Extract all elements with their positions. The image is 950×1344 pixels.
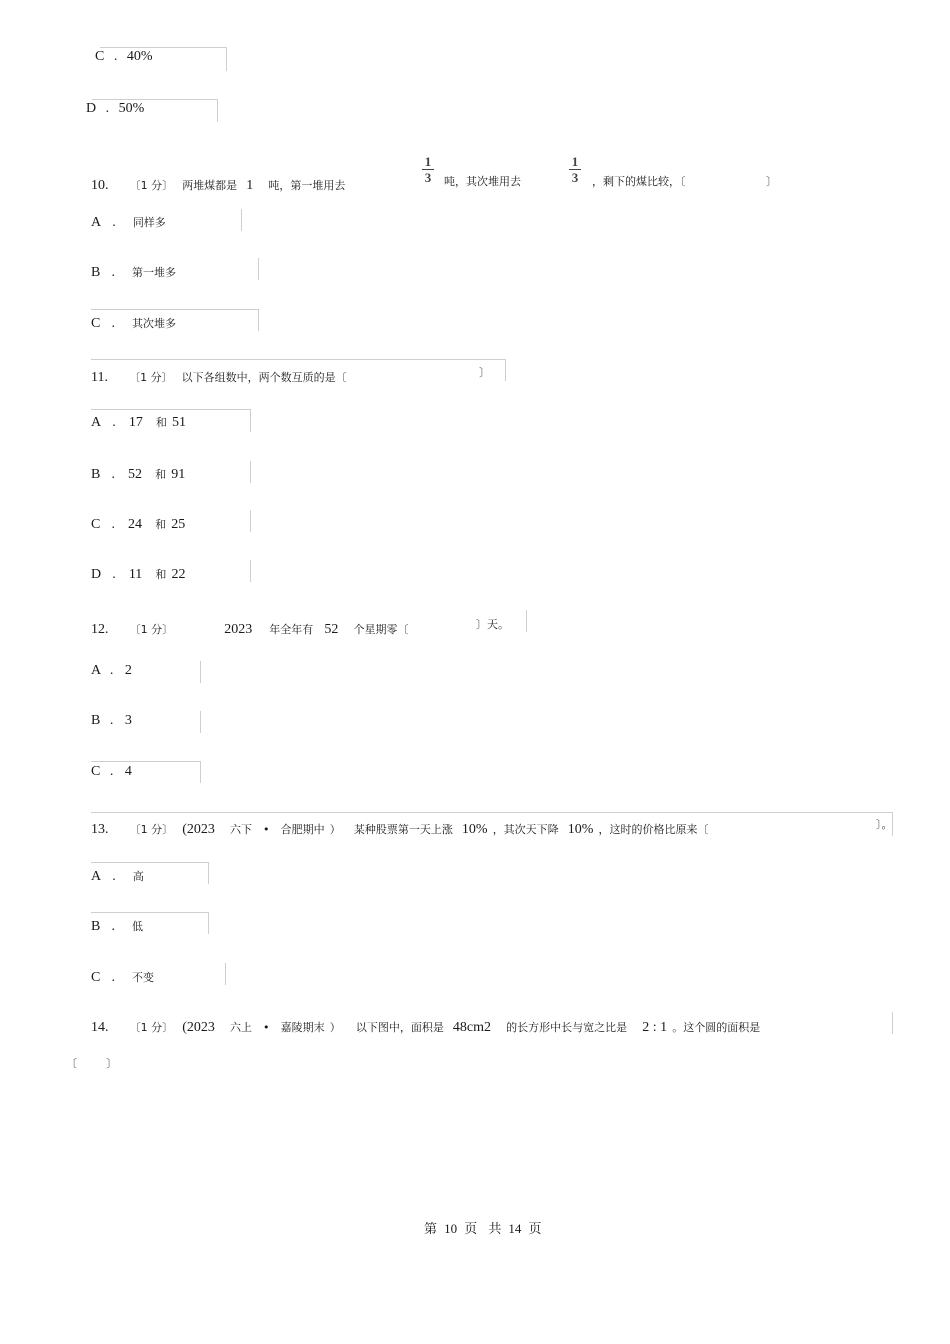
option-text: 3 (124, 713, 132, 728)
option-letter: B (91, 713, 101, 728)
option-sep: . (113, 49, 118, 64)
question-13 (91, 818, 709, 838)
question-source: (2023 (182, 822, 215, 837)
question-score: 〔1 分〕 (129, 1021, 174, 1034)
bullet: • (263, 823, 270, 836)
question-number-value: 52 (324, 622, 339, 637)
question-number-value: 1 (246, 178, 254, 193)
page-footer (424, 1218, 542, 1237)
q10-option-a[interactable] (91, 211, 166, 231)
answer-blank-close: 〕 (106, 1057, 118, 1070)
option-and: 和 (155, 518, 167, 531)
question-text: 个星期零〔 (353, 623, 409, 636)
question-text: 吨，第一堆用去 (268, 179, 346, 192)
question-score: 〔1 分〕 (129, 823, 174, 836)
question-text: ，其次天下降 (492, 823, 559, 836)
question-text: 某种股票第一天上涨 (353, 823, 453, 836)
option-text: 低 (132, 920, 144, 933)
q13-option-b[interactable] (91, 915, 143, 935)
option-text: 同样多 (132, 216, 166, 229)
question-source-close: ） (329, 823, 341, 836)
question-percent: 10% (567, 822, 594, 837)
option-sep: . (111, 265, 115, 280)
option-text: 40% (126, 49, 153, 64)
option-letter: B (91, 919, 101, 934)
option-sep: . (109, 764, 114, 779)
question-text: 年全年有 (269, 623, 314, 636)
option-sep: . (111, 316, 115, 331)
option-letter: A (91, 869, 102, 884)
option-divider (250, 461, 251, 483)
fraction-one-third (569, 155, 581, 184)
q12-option-b[interactable] (91, 713, 132, 729)
question-number: 14. (91, 1020, 109, 1035)
option-letter: A (91, 415, 102, 430)
fraction-one-third (422, 155, 434, 184)
option-letter: C (95, 49, 105, 64)
q13-option-a[interactable] (91, 865, 144, 885)
question-text: 吨，其次堆用去 (444, 175, 521, 188)
option-and: 和 (155, 568, 167, 581)
option-divider (241, 209, 242, 231)
fraction-denominator: 3 (571, 170, 579, 185)
question-number: 11. (91, 370, 108, 385)
option-sep: . (111, 467, 115, 482)
option-text: 50% (118, 101, 145, 116)
footer-di: 第 (424, 1222, 438, 1237)
option-letter: A (91, 663, 101, 678)
footer-ye: 页 (528, 1222, 542, 1237)
q11-option-d[interactable] (91, 563, 185, 583)
answer-blank-open: 〔 (66, 1057, 77, 1070)
q10-option-b[interactable] (91, 261, 176, 281)
option-divider (258, 258, 259, 280)
answer-blank-close: 〕 (479, 366, 490, 379)
footer-total-pages: 14 (508, 1221, 522, 1236)
question-number: 12. (91, 622, 109, 637)
option-and: 和 (155, 468, 167, 481)
option-text: 4 (124, 764, 132, 779)
question-percent: 10% (461, 822, 488, 837)
option-sep: . (105, 101, 110, 116)
option-number: 52 (128, 467, 143, 482)
option-letter: D (91, 567, 102, 582)
option-letter: C (91, 764, 101, 779)
question-score: 〔1 分〕 (129, 623, 174, 636)
option-text: 其次堆多 (132, 317, 177, 330)
footer-page-number: 10 (444, 1221, 458, 1236)
question-number: 13. (91, 822, 109, 837)
option-divider (250, 560, 251, 582)
question-text: 两堆煤都是 (182, 179, 238, 192)
q12-option-c[interactable] (91, 764, 132, 780)
option-number: 11 (128, 567, 143, 582)
question-source-grade: 六上 (229, 1021, 252, 1034)
option-divider (250, 510, 251, 532)
option-sep: . (112, 567, 116, 582)
option-letter: A (91, 215, 102, 230)
question-number: 10. (91, 178, 109, 193)
option-sep: . (112, 415, 116, 430)
question-text: 以下图中，面积是 (355, 1021, 444, 1034)
option-text: 2 (124, 663, 132, 678)
option-letter: C (91, 517, 101, 532)
option-sep: . (112, 869, 116, 884)
question-year: 2023 (224, 622, 253, 637)
option-divider (526, 610, 527, 632)
option-text: 不变 (132, 971, 155, 984)
question-text: 以下各组数中，两个数互质的是〔 (181, 371, 347, 384)
option-divider (200, 661, 201, 683)
answer-blank-close: 〕 (766, 175, 777, 188)
option-sep: . (111, 919, 115, 934)
q11-option-a[interactable] (91, 411, 186, 431)
question-10 (91, 174, 345, 194)
question-source-name: 合肥期中 (280, 823, 325, 836)
option-number: 22 (171, 567, 186, 582)
question-ratio: 2 : 1 (642, 1020, 668, 1035)
question-score: 〔1 分〕 (129, 179, 174, 192)
q12-option-a[interactable] (91, 663, 132, 679)
question-text: 的长方形中长与宽之比是 (506, 1021, 628, 1034)
question-12 (91, 618, 408, 638)
answer-blank-close: 〕。 (876, 818, 893, 831)
option-divider (225, 963, 226, 985)
option-sep: . (111, 517, 115, 532)
fraction-numerator: 1 (571, 154, 579, 169)
footer-ye: 页 (464, 1222, 478, 1237)
question-text: ，这时的价格比原来〔 (598, 823, 709, 836)
fraction-denominator: 3 (424, 170, 432, 185)
question-source-grade: 六下 (229, 823, 252, 836)
footer-gong: 共 (488, 1222, 502, 1237)
option-and: 和 (155, 416, 167, 429)
bullet: • (263, 1021, 270, 1034)
question-source-close: ） (329, 1021, 341, 1034)
q13-option-c[interactable] (91, 966, 154, 986)
answer-blank (66, 1052, 117, 1071)
question-14 (91, 1016, 760, 1036)
option-number: 51 (172, 415, 186, 430)
option-sep: . (111, 970, 115, 985)
option-number: 24 (128, 517, 143, 532)
fraction-numerator: 1 (424, 154, 432, 169)
question-text: 。这个圆的面积是 (672, 1021, 761, 1034)
q11-option-b[interactable] (91, 463, 185, 483)
option-divider (892, 1012, 893, 1034)
question-area: 48cm2 (452, 1020, 492, 1035)
option-letter: C (91, 316, 101, 331)
option-text: 高 (132, 870, 144, 883)
option-letter: D (86, 101, 97, 116)
option-letter: B (91, 265, 101, 280)
option-number: 91 (171, 467, 186, 482)
question-source-name: 嘉陵期末 (280, 1021, 325, 1034)
option-sep: . (112, 215, 116, 230)
q9-option-c[interactable] (95, 49, 153, 65)
option-number: 17 (128, 415, 143, 430)
option-letter: C (91, 970, 101, 985)
option-letter: B (91, 467, 101, 482)
option-sep: . (109, 713, 114, 728)
answer-blank-close: 〕天。 (476, 618, 509, 631)
q11-option-c[interactable] (91, 513, 185, 533)
option-text: 第一堆多 (132, 266, 177, 279)
question-text: ，剩下的煤比较，〔 (592, 175, 686, 188)
q10-option-c[interactable] (91, 312, 176, 332)
question-source: (2023 (182, 1020, 215, 1035)
option-sep: . (109, 663, 114, 678)
question-11 (91, 366, 347, 386)
option-number: 25 (171, 517, 186, 532)
q9-option-d[interactable] (86, 101, 144, 117)
option-divider (200, 711, 201, 733)
question-score: 〔1 分〕 (129, 371, 173, 384)
